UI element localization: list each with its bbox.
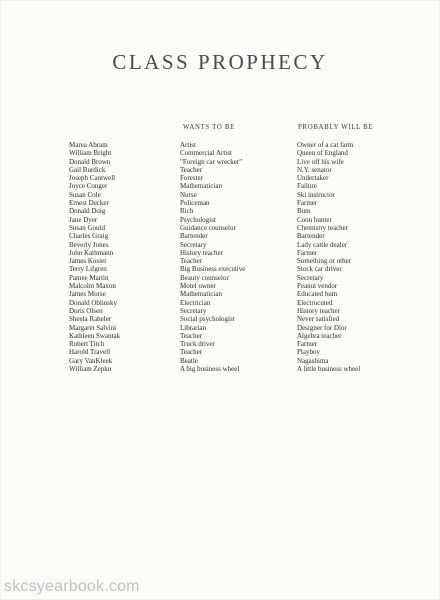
wants-to-be-cell: Guidance counselor xyxy=(180,223,236,232)
table-row xyxy=(0,307,440,315)
table-row xyxy=(0,191,440,199)
probably-will-be-cell: Stock car driver xyxy=(297,265,342,274)
wants-to-be-cell: Motel owner xyxy=(180,282,216,291)
probably-will-be-cell: Chemistry teacher xyxy=(297,223,349,232)
table-row xyxy=(0,332,440,340)
wants-to-be-cell: Forester xyxy=(180,174,203,183)
watermark-text: skcsyearbook.com xyxy=(4,578,140,595)
table-row xyxy=(0,199,440,207)
wants-to-be-cell: Bartender xyxy=(180,232,208,241)
page-title: CLASS PROPHECY xyxy=(112,50,328,74)
wants-to-be-cell: Secretary xyxy=(180,240,207,249)
probably-will-be-cell: Algebra teacher xyxy=(297,331,342,340)
prophecy-table xyxy=(0,141,440,373)
probably-will-be-cell: Ski instructor xyxy=(297,190,335,199)
wants-to-be-cell: Secretary xyxy=(180,306,207,315)
table-row xyxy=(0,265,440,273)
wants-to-be-cell: Beatle xyxy=(180,356,198,365)
student-name: Marea Abram xyxy=(69,141,108,149)
student-name: William Zepko xyxy=(69,365,112,374)
student-name: Susan Cole xyxy=(69,190,101,199)
table-row xyxy=(0,232,440,240)
wants-to-be-cell: Rich xyxy=(180,207,194,216)
probably-will-be-cell: Bartender xyxy=(297,232,325,241)
student-name: Pamee Martin xyxy=(69,273,109,282)
wants-to-be-cell: Teacher xyxy=(180,331,203,340)
wants-to-be-cell: Social psychologist xyxy=(180,315,235,324)
student-name: James Morse xyxy=(69,290,106,299)
probably-will-be-cell: Queen of England xyxy=(297,149,348,158)
student-name: Robert Titch xyxy=(69,340,105,349)
table-row xyxy=(0,340,440,348)
table-row xyxy=(0,299,440,307)
wants-to-be-cell: Mathematician xyxy=(180,182,222,191)
probably-will-be-cell: Failure xyxy=(297,182,317,191)
table-row xyxy=(0,207,440,215)
column-header-probably-will-be: PROBABLY WILL BE xyxy=(298,124,374,131)
student-name: Margaret Salvini xyxy=(69,323,117,332)
wants-to-be-cell: History teacher xyxy=(180,248,223,257)
table-row xyxy=(0,224,440,232)
probably-will-be-cell: Lady cattle dealer xyxy=(297,240,348,249)
student-name: Donald Doig xyxy=(69,207,106,216)
probably-will-be-cell: Peanut vendor xyxy=(297,282,338,291)
probably-will-be-cell: Bum xyxy=(297,207,311,216)
probably-will-be-cell: History teacher xyxy=(297,306,340,315)
student-name: Joseph Cantwell xyxy=(69,174,116,183)
student-name: Terry Lifgren xyxy=(69,265,107,274)
table-row xyxy=(0,365,440,373)
probably-will-be-cell: Secretary xyxy=(297,273,324,282)
probably-will-be-cell: Live off his wife xyxy=(297,157,344,166)
student-name: Beverly Jones xyxy=(69,240,109,249)
probably-will-be-cell: Educated bum xyxy=(297,290,338,299)
wants-to-be-cell: Librarian xyxy=(180,323,207,332)
probably-will-be-cell: Farmer xyxy=(297,340,318,349)
table-row xyxy=(0,249,440,257)
wants-to-be-cell: A big business wheel xyxy=(180,365,240,374)
column-header-wants-to-be: WANTS TO BE xyxy=(183,124,236,131)
wants-to-be-cell: Teacher xyxy=(180,165,203,174)
table-row xyxy=(0,141,440,149)
probably-will-be-cell: Designer for Dior xyxy=(297,323,347,332)
table-row xyxy=(0,348,440,356)
table-row xyxy=(0,357,440,365)
student-name: Doris Olsen xyxy=(69,306,103,315)
wants-to-be-cell: Big Business executive xyxy=(180,265,246,274)
student-name: Donald Oblinsky xyxy=(69,298,118,307)
wants-to-be-cell: Truck driver xyxy=(180,340,215,349)
probably-will-be-cell: Something or other xyxy=(297,257,352,266)
student-name: Ernest Decker xyxy=(69,199,109,208)
wants-to-be-cell: Mathematician xyxy=(180,290,222,299)
probably-will-be-cell: Undertaker xyxy=(297,174,329,183)
probably-will-be-cell: A little business wheel xyxy=(297,365,361,374)
table-row xyxy=(0,315,440,323)
student-name: Malcolm Maxon xyxy=(69,282,116,291)
student-name: William Bright xyxy=(69,149,112,158)
table-row xyxy=(0,149,440,157)
wants-to-be-cell: Nurse xyxy=(180,190,197,199)
table-row xyxy=(0,174,440,182)
table-row xyxy=(0,158,440,166)
student-name: Donald Brown xyxy=(69,157,111,166)
table-row xyxy=(0,324,440,332)
table-row xyxy=(0,257,440,265)
wants-to-be-cell: Teacher xyxy=(180,257,203,266)
student-name: Charles Graig xyxy=(69,232,109,241)
table-row xyxy=(0,282,440,290)
probably-will-be-cell: N.Y. senator xyxy=(297,165,332,174)
table-row xyxy=(0,241,440,249)
table-row xyxy=(0,182,440,190)
student-name: Gary VanKleek xyxy=(69,356,113,365)
probably-will-be-cell: Electrocuted xyxy=(297,298,333,307)
wants-to-be-cell: Artist xyxy=(180,141,196,149)
wants-to-be-cell: Commercial Artist xyxy=(180,149,232,158)
student-name: Harold Travell xyxy=(69,348,111,357)
wants-to-be-cell: Electrician xyxy=(180,298,211,307)
probably-will-be-cell: Nagashima xyxy=(297,356,329,365)
wants-to-be-cell: Psychologist xyxy=(180,215,216,224)
wants-to-be-cell: Beauty counselor xyxy=(180,273,229,282)
probably-will-be-cell: Never satisfied xyxy=(297,315,340,324)
wants-to-be-cell: Policeman xyxy=(180,199,210,208)
student-name: Susan Gould xyxy=(69,223,105,232)
student-name: James Kosier xyxy=(69,257,107,266)
student-name: Jane Dyer xyxy=(69,215,98,224)
probably-will-be-cell: Owner of a cat farm xyxy=(297,141,354,149)
wants-to-be-cell: Teacher xyxy=(180,348,203,357)
student-name: John Kathmann xyxy=(69,248,114,257)
student-name: Sheela Raheler xyxy=(69,315,112,324)
student-name: Kathleen Swantak xyxy=(69,331,121,340)
table-row xyxy=(0,274,440,282)
probably-will-be-cell: Farmer xyxy=(297,199,318,208)
probably-will-be-cell: Coon hunter xyxy=(297,215,332,224)
wants-to-be-cell: "Foreign car wrecker" xyxy=(180,157,243,166)
probably-will-be-cell: Playboy xyxy=(297,348,320,357)
table-row xyxy=(0,290,440,298)
student-name: Joyce Conger xyxy=(69,182,108,191)
table-row xyxy=(0,216,440,224)
probably-will-be-cell: Farmer xyxy=(297,248,318,257)
student-name: Gail Burdick xyxy=(69,165,106,174)
table-row xyxy=(0,166,440,174)
